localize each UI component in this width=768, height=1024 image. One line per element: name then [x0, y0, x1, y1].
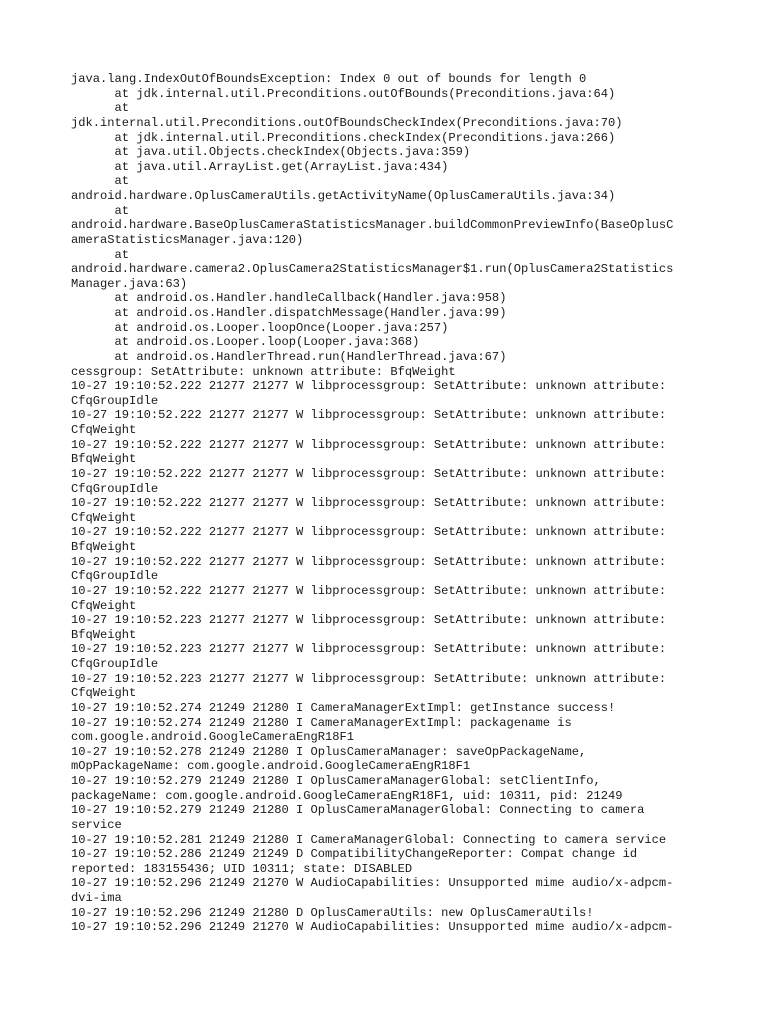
log-line: 10-27 19:10:52.296 21249 21270 W AudioCapabilities: Unsupported mime audio/x-adpcm-	[71, 876, 674, 891]
log-line: jdk.internal.util.Preconditions.outOfBoundsCheckIndex(Preconditions.java:70)	[71, 115, 623, 130]
log-line: at android.os.Handler.handleCallback(Handler.java:958)	[71, 291, 507, 306]
log-line: CfqWeight	[71, 510, 137, 525]
log-text-block	[71, 72, 711, 935]
log-line: BfqWeight	[71, 452, 137, 467]
log-line: CfqWeight	[71, 686, 137, 701]
log-line: at	[71, 101, 130, 116]
log-line: CfqWeight	[71, 598, 137, 613]
log-line: at	[71, 247, 130, 262]
log-line: 10-27 19:10:52.274 21249 21280 I CameraManagerExtImpl: packagename is	[71, 715, 572, 730]
log-line: 10-27 19:10:52.279 21249 21280 I OplusCameraManagerGlobal: Connecting to camera	[71, 803, 645, 818]
log-line: CfqWeight	[71, 423, 137, 437]
log-line: at jdk.internal.util.Preconditions.checkIndex(Preconditions.java:266)	[71, 130, 616, 145]
log-line: 10-27 19:10:52.222 21277 21277 W libprocessgroup: SetAttribute: unknown attribute:	[71, 466, 667, 481]
log-line: java.lang.IndexOutOfBoundsException: Index 0 out of bounds for length 0	[71, 72, 587, 86]
log-line: 10-27 19:10:52.278 21249 21280 I OplusCameraManager: saveOpPackageName,	[71, 744, 587, 759]
log-line: 10-27 19:10:52.274 21249 21280 I CameraManagerExtImpl: getInstance success!	[71, 700, 616, 715]
log-line: 10-27 19:10:52.296 21249 21270 W AudioCapabilities: Unsupported mime audio/x-adpcm-	[71, 920, 674, 935]
log-line: at android.os.Handler.dispatchMessage(Handler.java:99)	[71, 306, 507, 320]
log-line: android.hardware.OplusCameraUtils.getActivityName(OplusCameraUtils.java:34)	[71, 189, 616, 203]
log-line: 10-27 19:10:52.279 21249 21280 I OplusCameraManagerGlobal: setClientInfo,	[71, 774, 601, 788]
log-line: at java.util.Objects.checkIndex(Objects.java:359)	[71, 145, 471, 160]
log-line: 10-27 19:10:52.222 21277 21277 W libprocessgroup: SetAttribute: unknown attribute:	[71, 379, 667, 394]
log-line: CfqGroupIdle	[71, 481, 159, 496]
log-line: at	[71, 203, 130, 218]
log-line: at jdk.internal.util.Preconditions.outOfBounds(Preconditions.java:64)	[71, 86, 616, 101]
log-line: 10-27 19:10:52.222 21277 21277 W libprocessgroup: SetAttribute: unknown attribute:	[71, 496, 667, 511]
log-line: BfqWeight	[71, 540, 137, 554]
log-line: 10-27 19:10:52.296 21249 21280 D OplusCameraUtils: new OplusCameraUtils!	[71, 905, 594, 920]
log-line: 10-27 19:10:52.223 21277 21277 W libprocessgroup: SetAttribute: unknown attribute:	[71, 642, 667, 657]
log-line: 10-27 19:10:52.223 21277 21277 W libprocessgroup: SetAttribute: unknown attribute:	[71, 671, 667, 686]
log-line: 10-27 19:10:52.222 21277 21277 W libprocessgroup: SetAttribute: unknown attribute:	[71, 408, 667, 423]
log-line: 10-27 19:10:52.222 21277 21277 W libprocessgroup: SetAttribute: unknown attribute:	[71, 583, 667, 598]
log-line: mOpPackageName: com.google.android.GoogleCameraEngR18F1	[71, 759, 471, 774]
log-line: BfqWeight	[71, 627, 137, 642]
log-line: 10-27 19:10:52.223 21277 21277 W libprocessgroup: SetAttribute: unknown attribute:	[71, 613, 667, 628]
log-line: ameraStatisticsManager.java:120)	[71, 232, 304, 247]
log-line: dvi-ima	[71, 891, 122, 905]
log-line: cessgroup: SetAttribute: unknown attribute: BfqWeight	[71, 364, 456, 379]
log-line: CfqGroupIdle	[71, 569, 159, 584]
log-line: 10-27 19:10:52.286 21249 21249 D CompatibilityChangeReporter: Compat change id	[71, 847, 638, 862]
log-line: CfqGroupIdle	[71, 393, 159, 408]
log-line: CfqGroupIdle	[71, 657, 159, 671]
log-line: packageName: com.google.android.GoogleCameraEngR18F1, uid: 10311, pid: 21249	[71, 788, 623, 803]
log-line: at android.os.Looper.loopOnce(Looper.java:257)	[71, 320, 449, 335]
log-line: at java.util.ArrayList.get(ArrayList.java:434)	[71, 159, 449, 174]
log-line: 10-27 19:10:52.222 21277 21277 W libprocessgroup: SetAttribute: unknown attribute:	[71, 554, 667, 569]
log-line: android.hardware.BaseOplusCameraStatisticsManager.buildCommonPreviewInfo(BaseOplusC	[71, 218, 674, 233]
log-line: com.google.android.GoogleCameraEngR18F1	[71, 730, 355, 745]
log-line: 10-27 19:10:52.222 21277 21277 W libprocessgroup: SetAttribute: unknown attribute:	[71, 525, 667, 540]
log-line: at android.os.Looper.loop(Looper.java:368)	[71, 335, 420, 350]
log-line: at	[71, 174, 130, 189]
log-line: android.hardware.camera2.OplusCamera2StatisticsManager$1.run(OplusCamera2Statistics	[71, 262, 674, 277]
log-line: service	[71, 817, 122, 832]
log-line: reported: 183155436; UID 10311; state: DISABLED	[71, 861, 413, 876]
log-line: Manager.java:63)	[71, 276, 188, 291]
log-line: at android.os.HandlerThread.run(HandlerThread.java:67)	[71, 349, 507, 364]
log-line: 10-27 19:10:52.222 21277 21277 W libprocessgroup: SetAttribute: unknown attribute:	[71, 437, 667, 452]
log-line: 10-27 19:10:52.281 21249 21280 I CameraManagerGlobal: Connecting to camera service	[71, 832, 667, 847]
